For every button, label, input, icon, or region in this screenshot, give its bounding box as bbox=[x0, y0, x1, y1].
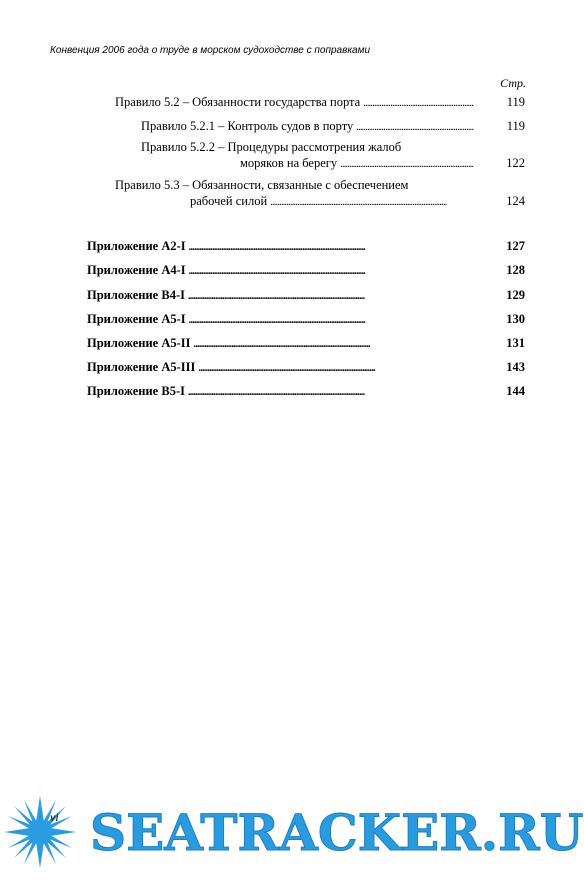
toc-entry-page: 119 bbox=[506, 119, 525, 133]
dot-leader bbox=[189, 262, 474, 280]
toc-appendix-a5-ii[interactable] bbox=[87, 335, 525, 351]
page-number: vi bbox=[50, 810, 59, 824]
toc-entry-5-2-1[interactable] bbox=[141, 118, 525, 134]
toc-appendix-a5-iii[interactable] bbox=[87, 359, 525, 375]
toc-entry-title: Приложение А5-III bbox=[87, 360, 196, 374]
toc-entry-title: моряков на берегу bbox=[240, 156, 338, 170]
toc-appendix-a5-i[interactable] bbox=[87, 311, 525, 327]
toc-entry-page: 122 bbox=[506, 156, 525, 170]
toc-entry-5-2-2[interactable] bbox=[240, 155, 525, 171]
toc-entry-title: Приложение А5-I bbox=[87, 312, 186, 326]
dot-leader bbox=[356, 118, 474, 136]
toc-entry-title: рабочей силой bbox=[190, 194, 268, 208]
running-header: Конвенция 2006 года о труде в морском судоходстве с поправками bbox=[50, 45, 371, 56]
toc-entry-title: Приложение В4-I bbox=[87, 288, 185, 302]
toc-entry-page: 144 bbox=[506, 384, 525, 398]
toc-appendix-b5-i[interactable] bbox=[87, 383, 525, 399]
watermark-text: SEATRACKER.RU bbox=[90, 803, 584, 862]
dot-leader bbox=[188, 383, 474, 401]
dot-leader bbox=[189, 238, 474, 256]
toc-entry-page: 124 bbox=[506, 194, 525, 208]
toc-entry-5-3-line1: Правило 5.3 – Обязанности, связанные с обеспечением bbox=[115, 178, 409, 192]
toc-entry-page: 130 bbox=[506, 312, 525, 326]
toc-entry-5-2[interactable] bbox=[115, 94, 525, 110]
toc-appendix-a4-i[interactable] bbox=[87, 262, 525, 278]
toc-entry-title: Приложение А5-II bbox=[87, 336, 191, 350]
toc-entry-page: 131 bbox=[506, 336, 525, 350]
page-column-label: Стр. bbox=[500, 76, 526, 90]
toc-entry-title: Приложение В5-I bbox=[87, 384, 185, 398]
toc-entry-page: 119 bbox=[506, 95, 525, 109]
dot-leader bbox=[340, 155, 474, 173]
toc-appendix-a2-i[interactable] bbox=[87, 238, 525, 254]
dot-leader bbox=[363, 94, 474, 112]
toc-entry-5-3[interactable] bbox=[190, 193, 525, 209]
toc-entry-title: Приложение А2-I bbox=[87, 239, 186, 253]
dot-leader bbox=[270, 193, 474, 211]
toc-entry-title: Приложение А4-I bbox=[87, 263, 186, 277]
toc-entry-page: 128 bbox=[506, 263, 525, 277]
toc-appendix-b4-i[interactable] bbox=[87, 287, 525, 303]
toc-entry-title: Правило 5.2 – Обязанности государства порта bbox=[115, 95, 361, 109]
toc-entry-title: Правило 5.2.1 – Контроль судов в порту bbox=[141, 119, 354, 133]
toc-entry-5-2-2-line1: Правило 5.2.2 – Процедуры рассмотрения жалоб bbox=[141, 140, 402, 154]
dot-leader bbox=[198, 359, 474, 377]
toc-entry-page: 127 bbox=[506, 239, 525, 253]
sunburst-logo-icon bbox=[0, 792, 80, 877]
toc-entry-page: 143 bbox=[506, 360, 525, 374]
toc-entry-page: 129 bbox=[506, 288, 525, 302]
dot-leader bbox=[188, 287, 474, 305]
dot-leader bbox=[189, 311, 474, 329]
dot-leader bbox=[194, 335, 474, 353]
